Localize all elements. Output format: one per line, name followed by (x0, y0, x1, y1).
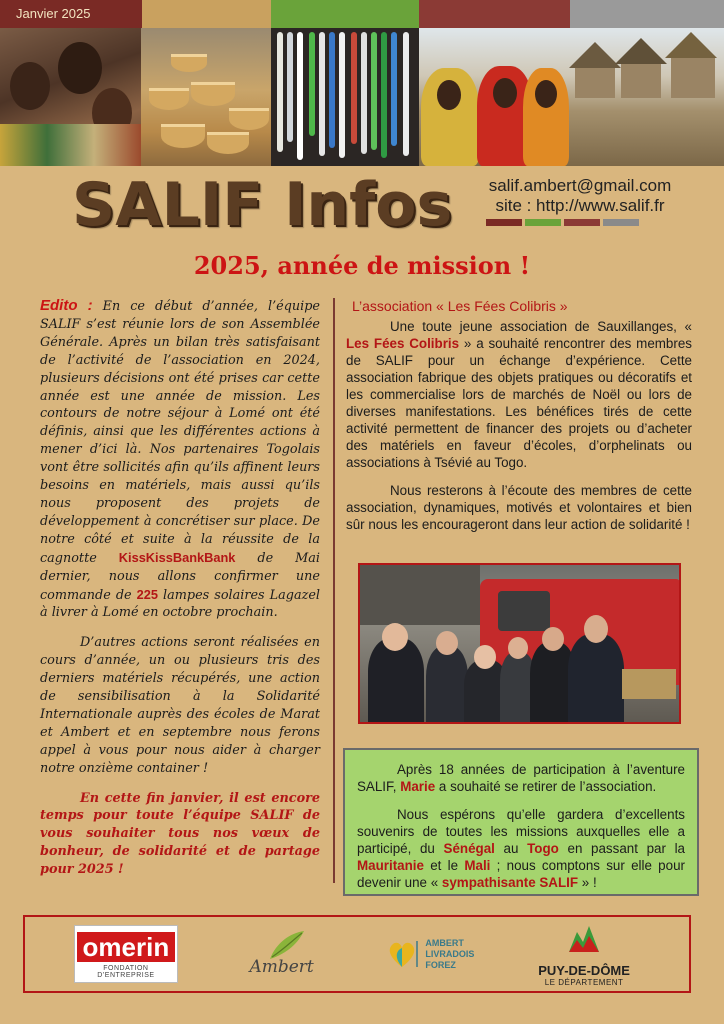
puy-de-dome-logo: PUY-DE-DÔME LE DÉPARTEMENT (528, 922, 640, 987)
team-photo (358, 563, 681, 724)
alf-logo: AMBERT LIVRADOIS FOREZ (385, 938, 474, 971)
association-title: L’association « Les Fées Colibris » (352, 298, 568, 314)
association-name: Les Fées Colibris (346, 336, 460, 351)
association-text (346, 318, 692, 544)
contact-block (462, 176, 698, 216)
calabash-photo (141, 28, 271, 166)
sponsors-bar (23, 915, 691, 993)
edito-paragraph-1: Edito : En ce début d’année, l’équipe SALIF s’est réunie lors de son Assemblée Générale. Après un bilan très satisfaisant de l’activité de l’association en 2024, plusieurs décisions ont été prises car cette année est une année de mission. Les contours de notre séjour à Lomé ont été définis, ainsi que les différentes actions à mener d’ici là. Nos partenaires Togolais vont être sollicités afin qu’ils affinent leurs besoins en matériels, mais aussi qu’ils nous proposent des projets de développement à concrétiser sur place. De notre côté et suite à la réussite de la cagnotte KissKissBankBank de Mai dernier, nous allons confirmer une commande de 225 lampes solaires Lagazel à livrer à Lomé en octobre prochain. (40, 297, 320, 621)
edito-label: Edito : (40, 297, 93, 314)
tribute-paragraph-2: Nous espérons qu’elle gardera d’excellents souvenirs de toutes les missions auxquelles elle a participé, du Sénégal au Togo en passant par la Mauritanie et le Mali ; nous comptons sur elle pour devenir une « sympathisante SALIF » ! (357, 807, 685, 890)
photo-banner (0, 28, 724, 166)
puy-de-dome-icon (565, 922, 603, 956)
alf-heart-icon (385, 939, 419, 969)
omerin-logo: omerin FONDATION D’ENTREPRISE (74, 925, 178, 983)
country-mali: Mali (464, 858, 491, 873)
association-paragraph-2: Nous resterons à l’écoute des membres de cette association, dynamiques, motivés et volontaires et bien sûr nous les encourageront dans leur action de solidarité ! (346, 483, 692, 532)
headline: 2025, année de mission ! (193, 251, 531, 280)
color-swatches (486, 219, 639, 226)
edito-closing: En cette fin janvier, il est encore temps pour toute l’équipe SALIF de vous souhaiter tous nos vœux de bonheur, de solidarité et de partage pour 2025 ! (40, 790, 320, 878)
tribute-paragraph-1: Après 18 années de participation à l’aventure SALIF, Marie a souhaité se retirer de l’association. (357, 762, 685, 794)
kisskissbankbank: KissKissBankBank (118, 549, 236, 565)
email-link[interactable]: salif.ambert@gmail.com (488, 176, 672, 195)
beads-photo (271, 28, 419, 166)
tribute-box (343, 748, 699, 896)
country-togo: Togo (527, 841, 559, 856)
association-paragraph-1: Une toute jeune association de Sauxillanges, « Les Fées Colibris » a souhaité rencontrer des membres de SALIF pour un échange d’expérience. Cette association fabrique des objets pratiques ou décoratifs et les commercialise lors de marchés de Noël ou lors de diverses manifestations. Les bénéfices tirés de cette activité permettent de financer des projets ou d’acheter des matériels en faveur d’écoles, d’orphelinats ou associations à Tsévié au Togo. (346, 319, 692, 470)
sympathisante-label: sympathisante SALIF (441, 875, 579, 890)
lamp-count: 225 (136, 586, 158, 602)
country-senegal: Sénégal (443, 841, 495, 856)
tribute-name: Marie (400, 779, 436, 794)
village-photo (419, 28, 724, 166)
column-divider (333, 298, 335, 883)
edito-paragraph-2: D’autres actions seront réalisées en cours d’année, un ou plusieurs tris des derniers matériels récupérés, une action de sensibilisation à la Solidarité Internationale auprès des écoles de Marat et Ambert et en septembre nous ferons appel à vous pour nous aider à charger notre onzième container ! (40, 635, 320, 776)
country-mauritanie: Mauritanie (357, 858, 424, 873)
site-link[interactable]: site : http://www.salif.fr (495, 196, 665, 215)
edito-column (40, 297, 320, 891)
ambert-logo: Ambert (232, 925, 332, 983)
children-photo (0, 28, 141, 166)
issue-date: Janvier 2025 (0, 0, 142, 28)
newsletter-title: SALIF Infos (72, 170, 453, 240)
